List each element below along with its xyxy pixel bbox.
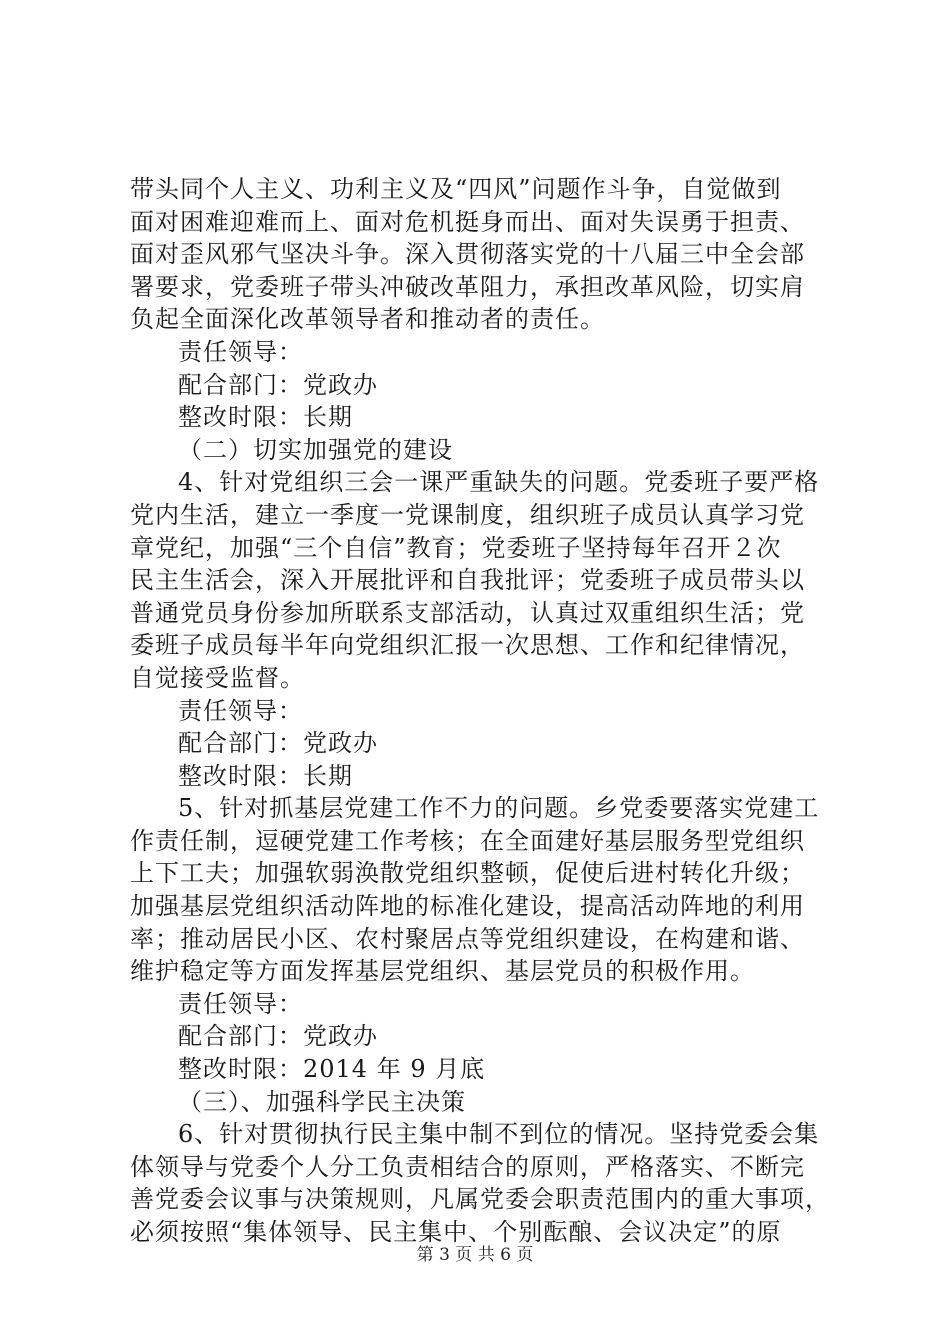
text-line: 党内生活，建立一季度一党课制度，组织班子成员认真学习党 — [130, 500, 805, 529]
text-line: 整改时限：2014 年 9 月底 — [178, 1055, 486, 1084]
text-line: 责任领导： — [178, 989, 303, 1018]
text-line: 率；推动居民小区、农村聚居点等党组织建设，在构建和谐、 — [130, 924, 805, 953]
text-line: 面对困难迎难而上、面对危机挺身而出、面对失误勇于担责、 — [130, 207, 805, 236]
text-line: 自觉接受监督。 — [130, 663, 305, 692]
text-line: 面对歪风邪气坚决斗争。深入贯彻落实党的十八届三中全会部 — [130, 240, 805, 269]
text-line: 配合部门：党政办 — [178, 729, 378, 758]
text-line: 必须按照“集体领导、民主集中、个别酝酿、会议决定”的原 — [130, 1218, 782, 1246]
text-line: 整改时限：长期 — [178, 403, 353, 432]
page-footer: 第 3 页 共 6 页 — [416, 1245, 534, 1265]
text-line: 维护稳定等方面发挥基层党组织、基层党员的积极作用。 — [130, 957, 755, 986]
text-line: 6、针对贯彻执行民主集中制不到位的情况。坚持党委会集 — [178, 1120, 820, 1149]
text-line: 整改时限：长期 — [178, 761, 353, 790]
document-body — [130, 173, 830, 1249]
text-line: （二）切实加强党的建设 — [178, 435, 453, 464]
text-line: 责任领导： — [178, 337, 303, 366]
text-line: 章党纪，加强“三个自信”教育；党委班子坚持每年召开２次 — [130, 533, 782, 562]
text-line: 带头同个人主义、功利主义及“四风”问题作斗争，自觉做到 — [130, 175, 782, 203]
text-line: 上下工夫；加强软弱涣散党组织整顿，促使后进村转化升级； — [130, 859, 805, 888]
text-line: 普通党员身份参加所联系支部活动，认真过双重组织生活；党 — [130, 598, 805, 627]
text-line: 加强基层党组织活动阵地的标准化建设，提高活动阵地的利用 — [130, 892, 805, 921]
text-line: 署要求，党委班子带头冲破改革阻力，承担改革风险，切实肩 — [130, 272, 805, 301]
text-line: 负起全面深化改革领导者和推动者的责任。 — [130, 305, 605, 334]
text-line: 作责任制，逗硬党建工作考核；在全面建好基层服务型党组织 — [130, 826, 805, 855]
text-line: 配合部门：党政办 — [178, 1022, 378, 1051]
text-line: 善党委会议事与决策规则，凡属党委会职责范围内的重大事项， — [130, 1185, 830, 1214]
text-line: （三）、加强科学民主决策 — [178, 1087, 466, 1116]
text-line: 配合部门：党政办 — [178, 370, 378, 399]
text-line: 责任领导： — [178, 696, 303, 725]
text-line: 民主生活会，深入开展批评和自我批评；党委班子成员带头以 — [130, 566, 805, 595]
text-line: 委班子成员每半年向党组织汇报一次思想、工作和纪律情况， — [130, 631, 805, 660]
text-line: 4、针对党组织三会一课严重缺失的问题。党委班子要严格 — [178, 468, 820, 497]
text-line: 5、针对抓基层党建工作不力的问题。乡党委要落实党建工 — [178, 794, 820, 823]
text-line: 体领导与党委个人分工负责相结合的原则，严格落实、不断完 — [130, 1152, 805, 1181]
